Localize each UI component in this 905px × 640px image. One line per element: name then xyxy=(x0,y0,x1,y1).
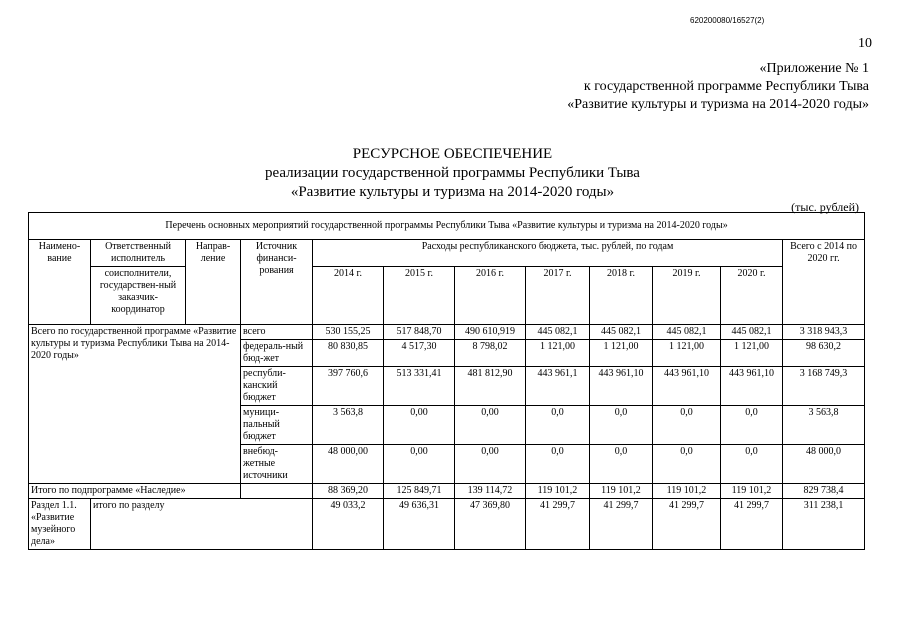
value-cell: 4 517,30 xyxy=(384,340,455,367)
table-header-row xyxy=(29,267,865,325)
value-cell: 445 082,1 xyxy=(590,325,653,340)
funding-source: муници-пальный бюджет xyxy=(241,406,313,445)
year-header: 2020 г. xyxy=(721,267,783,325)
funding-source xyxy=(241,484,313,499)
col-header-executor: Ответственный исполнитель xyxy=(91,240,186,267)
funding-source: республи-канский бюджет xyxy=(241,367,313,406)
table-main-header-row xyxy=(29,213,865,240)
appendix-line: «Приложение № 1 xyxy=(759,61,869,76)
value-cell: 0,0 xyxy=(526,445,590,484)
value-cell: 443 961,10 xyxy=(653,367,721,406)
funding-source: всего xyxy=(241,325,313,340)
value-cell: 530 155,25 xyxy=(313,325,384,340)
program-total-label: Всего по государственной программе «Развитие культуры и туризма Республики Тыва на 2014-2020 годы» xyxy=(29,325,241,484)
value-cell: 513 331,41 xyxy=(384,367,455,406)
value-cell: 490 610,919 xyxy=(455,325,526,340)
total-cell: 3 168 749,3 xyxy=(783,367,865,406)
title-line: «Развитие культуры и туризма на 2014-2020 годы» xyxy=(290,184,615,200)
table-main-header: Перечень основных мероприятий государственной программы Республики Тыва «Развитие культуры и туризма на 2014-2020 годы» xyxy=(29,213,865,240)
total-cell: 48 000,0 xyxy=(783,445,865,484)
year-header: 2017 г. xyxy=(526,267,590,325)
document-title xyxy=(0,145,905,202)
table-row xyxy=(29,499,865,550)
page-number: 10 xyxy=(858,36,872,51)
value-cell: 0,0 xyxy=(721,406,783,445)
year-header: 2015 г. xyxy=(384,267,455,325)
col-header-source: Источник финанси-рования xyxy=(241,240,313,325)
funding-source: федераль-ный бюд-жет xyxy=(241,340,313,367)
value-cell: 517 848,70 xyxy=(384,325,455,340)
value-cell: 125 849,71 xyxy=(384,484,455,499)
resource-table xyxy=(28,212,865,550)
year-header: 2014 г. xyxy=(313,267,384,325)
section-label: итого по разделу xyxy=(91,499,313,550)
value-cell: 80 830,85 xyxy=(313,340,384,367)
value-cell: 49 033,2 xyxy=(313,499,384,550)
total-cell: 311 238,1 xyxy=(783,499,865,550)
table-header-row xyxy=(29,240,865,267)
value-cell: 0,00 xyxy=(384,445,455,484)
value-cell: 49 636,31 xyxy=(384,499,455,550)
year-header: 2016 г. xyxy=(455,267,526,325)
document-id: 620200080/16527(2) xyxy=(690,16,765,25)
table-row xyxy=(29,325,865,340)
col-header-total: Всего с 2014 по 2020 гг. xyxy=(783,240,865,325)
value-cell: 119 101,2 xyxy=(721,484,783,499)
value-cell: 0,0 xyxy=(721,445,783,484)
value-cell: 445 082,1 xyxy=(721,325,783,340)
value-cell: 0,0 xyxy=(526,406,590,445)
year-header: 2018 г. xyxy=(590,267,653,325)
value-cell: 481 812,90 xyxy=(455,367,526,406)
value-cell: 0,00 xyxy=(384,406,455,445)
value-cell: 443 961,10 xyxy=(590,367,653,406)
units-label: (тыс. рублей) xyxy=(791,200,859,214)
value-cell: 41 299,7 xyxy=(590,499,653,550)
value-cell: 445 082,1 xyxy=(653,325,721,340)
value-cell: 445 082,1 xyxy=(526,325,590,340)
total-cell: 3 318 943,3 xyxy=(783,325,865,340)
title-line: РЕСУРСНОЕ ОБЕСПЕЧЕНИЕ xyxy=(352,146,553,162)
value-cell: 0,0 xyxy=(653,406,721,445)
col-header-direction: Направ- ление xyxy=(186,240,241,325)
value-cell: 0,0 xyxy=(653,445,721,484)
value-cell: 0,00 xyxy=(455,406,526,445)
value-cell: 119 101,2 xyxy=(590,484,653,499)
value-cell: 1 121,00 xyxy=(526,340,590,367)
subprogram-label: Итого по подпрограмме «Наследие» xyxy=(29,484,241,499)
value-cell: 1 121,00 xyxy=(721,340,783,367)
value-cell: 443 961,1 xyxy=(526,367,590,406)
value-cell: 47 369,80 xyxy=(455,499,526,550)
value-cell: 397 760,6 xyxy=(313,367,384,406)
value-cell: 8 798,02 xyxy=(455,340,526,367)
col-header-name: Наимено- вание xyxy=(29,240,91,325)
value-cell: 119 101,2 xyxy=(653,484,721,499)
appendix-reference xyxy=(389,60,869,114)
title-line: реализации государственной программы Республики Тыва xyxy=(265,165,640,181)
value-cell: 0,0 xyxy=(590,445,653,484)
total-cell: 98 630,2 xyxy=(783,340,865,367)
value-cell: 443 961,10 xyxy=(721,367,783,406)
total-cell: 829 738,4 xyxy=(783,484,865,499)
col-header-expenses: Расходы республиканского бюджета, тыс. рублей, по годам xyxy=(313,240,783,267)
appendix-line: к государственной программе Республики Тыва xyxy=(583,79,869,94)
section-name: Раздел 1.1. «Развитие музейного дела» xyxy=(29,499,91,550)
value-cell: 41 299,7 xyxy=(526,499,590,550)
table-row xyxy=(29,484,865,499)
value-cell: 1 121,00 xyxy=(590,340,653,367)
value-cell: 119 101,2 xyxy=(526,484,590,499)
value-cell: 139 114,72 xyxy=(455,484,526,499)
total-cell: 3 563,8 xyxy=(783,406,865,445)
col-header-coexecutors: соисполнители, государствен-ный заказчик-координатор xyxy=(91,267,186,325)
value-cell: 1 121,00 xyxy=(653,340,721,367)
value-cell: 3 563,8 xyxy=(313,406,384,445)
value-cell: 0,00 xyxy=(455,445,526,484)
funding-source: внебюд-жетные источники xyxy=(241,445,313,484)
year-header: 2019 г. xyxy=(653,267,721,325)
value-cell: 41 299,7 xyxy=(721,499,783,550)
appendix-line: «Развитие культуры и туризма на 2014-2020 годы» xyxy=(567,97,869,112)
value-cell: 48 000,00 xyxy=(313,445,384,484)
value-cell: 41 299,7 xyxy=(653,499,721,550)
value-cell: 88 369,20 xyxy=(313,484,384,499)
value-cell: 0,0 xyxy=(590,406,653,445)
